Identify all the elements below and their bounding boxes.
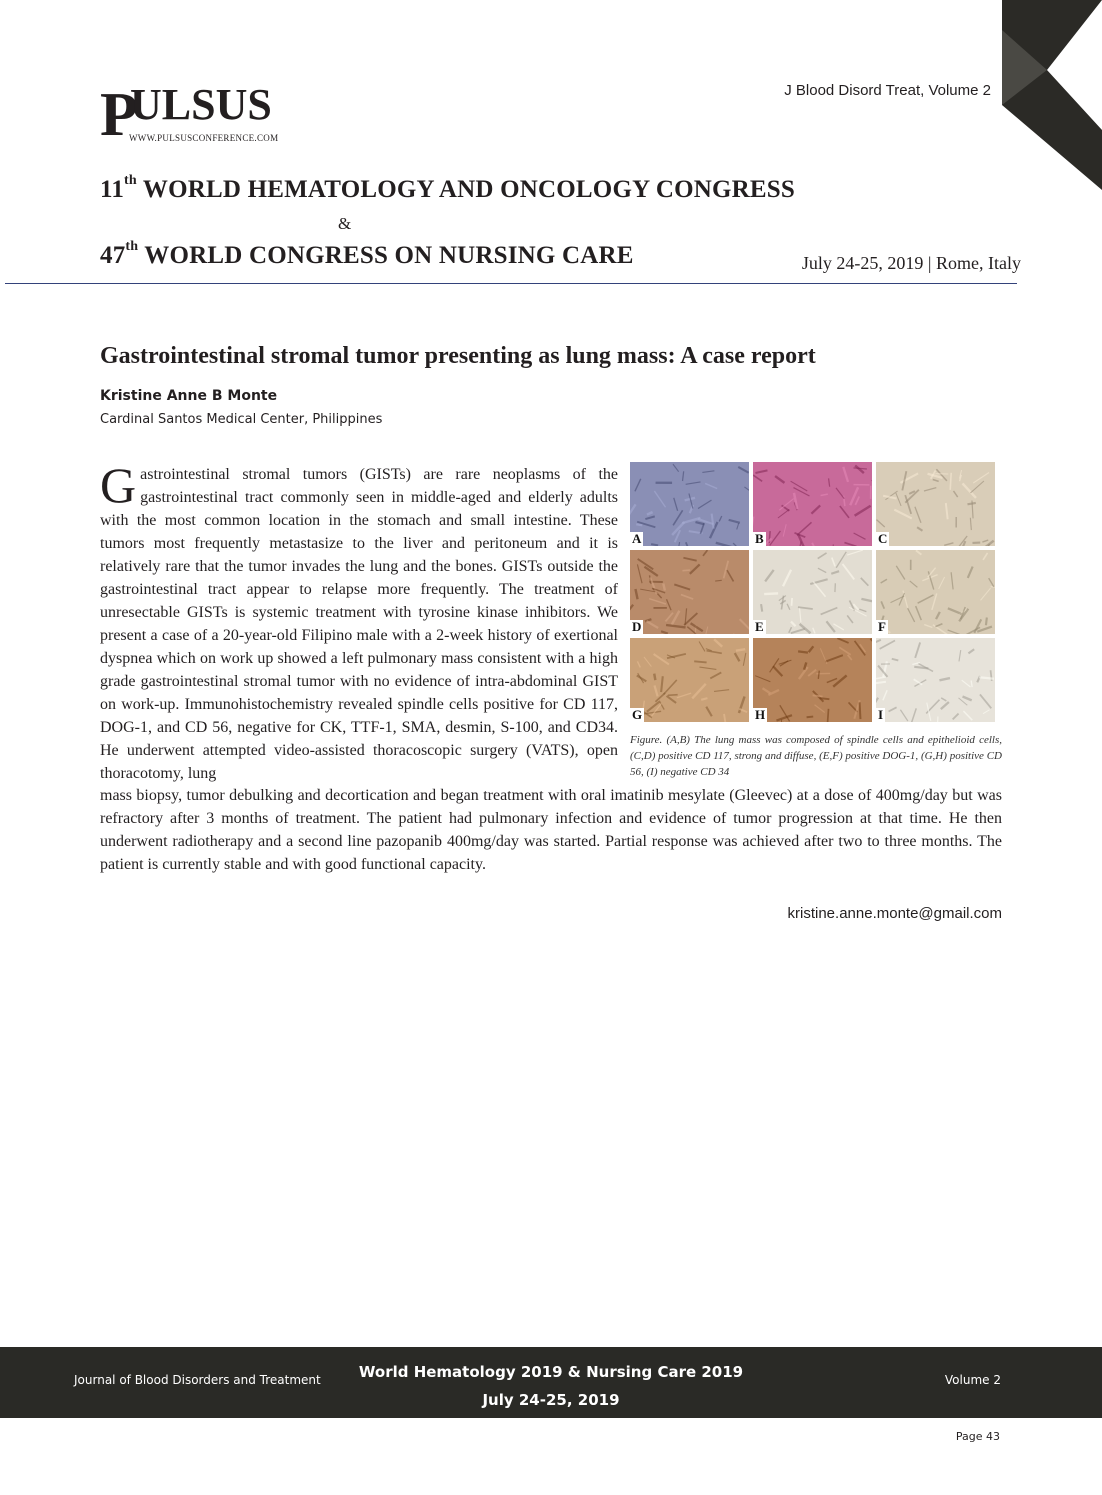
header-divider: [5, 283, 1017, 284]
page-number: Page 43: [955, 1430, 1000, 1443]
congress-2-name: WORLD CONGRESS ON NURSING CARE: [144, 242, 634, 269]
figure-panel-label: A: [632, 531, 642, 546]
figure-panel-c: [876, 462, 995, 546]
figure-panel-label: C: [878, 531, 888, 546]
figure-panel-h: [753, 638, 872, 722]
histology-figure: [630, 462, 1002, 725]
author-email[interactable]: kristine.anne.monte@gmail.com: [787, 905, 1002, 922]
congress-1-name: WORLD HEMATOLOGY AND ONCOLOGY CONGRESS: [142, 176, 796, 203]
figure-panel-g: [630, 638, 749, 722]
abstract-text-part-1: astrointestinal stromal tumors (GISTs) are rare neoplasms of the gastrointestinal tract commonly seen in middle-aged and elderly adults with the most common location in the stomach and small intestine. These tumors most frequently metastasize to the liver and peritoneum and it is relatively rare that the tumor invades the lung and the bones. GISTs outside the gastrointestinal tract appear to relapse more frequently. The treatment of unresectable GISTs is systemic treatment with tyrosine kinase inhibitors. We present a case of a 20-year-old Filipino male with a 2-week history of exertional dyspnea which on work up showed a left pulmonary mass consistent with a high grade gastrointestinal stromal tumor with no evidence of intra-abdominal GIST on work-up. Immunohistochemistry revealed spindle cells positive for CD 117, DOG-1, and CD 56, negative for CK, TTF-1, SMA, desmin, S-100, and CD34. He underwent attempted video-assisted thoracoscopic surgery (VATS), open thoracotomy, lung: [100, 466, 618, 782]
figure-panel-label: G: [632, 707, 643, 722]
pulsus-logo: [100, 80, 360, 150]
figure-panel-b: [753, 462, 872, 546]
author-affiliation: Cardinal Santos Medical Center, Philippines: [100, 412, 383, 427]
congress-title-1: [100, 173, 796, 204]
congress-ampersand: &: [338, 214, 352, 233]
drop-cap: G: [100, 463, 137, 513]
congress-title-2: [100, 239, 634, 270]
figure-panel-a: [630, 462, 749, 546]
figure-panel-label: H: [755, 707, 766, 722]
congress-date-location: July 24-25, 2019 | Rome, Italy: [801, 253, 1021, 273]
congress-1-number: 11: [100, 176, 125, 203]
logo-wordmark: ULSUS: [130, 80, 272, 129]
corner-ribbon-decoration: [1002, 0, 1102, 190]
footer-event-date: July 24-25, 2019: [482, 1391, 620, 1409]
figure-panel-label: B: [755, 531, 764, 546]
figure-panel-label: I: [878, 707, 884, 722]
abstract-body-column: [100, 463, 618, 785]
figure-panel-d: [630, 550, 749, 634]
figure-panel-f: [876, 550, 995, 634]
page-footer: [0, 1347, 1102, 1418]
figure-panel-label: E: [755, 619, 764, 634]
figure-panel-e: [753, 550, 872, 634]
figure-panel-label: D: [632, 619, 642, 634]
congress-2-number: 47: [100, 242, 126, 269]
figure-panel-label: F: [878, 619, 886, 634]
author-name: Kristine Anne B Monte: [100, 388, 278, 404]
abstract-text-part-2: mass biopsy, tumor debulking and decortication and began treatment with oral imatinib mesylate (Gleevec) at a dose of 400mg/day but was refractory after 3 months of treatment. The patient had pulmonary infection and evidence of tumor progression at that time. He then underwent radiotherapy and a second line pazopanib 400mg/day was started. Partial response was achieved after two to three months. The patient is currently stable and with good functional capacity.: [100, 787, 1002, 873]
journal-volume: J Blood Disord Treat, Volume 2: [784, 82, 991, 99]
figure-caption: Figure. (A,B) The lung mass was composed of spindle cells and epithelioid cells, (C,D) positive CD 117, strong and diffuse, (E,F) positive DOG-1, (G,H) positive CD 56, (I) negative CD 34: [630, 734, 1002, 778]
congress-1-suffix: th: [124, 173, 137, 188]
logo-url: WWW.PULSUSCONFERENCE.COM: [129, 133, 279, 143]
footer-volume: Volume 2: [944, 1373, 1001, 1387]
logo-initial: P: [100, 81, 138, 149]
article-title: Gastrointestinal stromal tumor presenting as lung mass: A case report: [100, 343, 816, 369]
footer-journal-name: Journal of Blood Disorders and Treatment: [74, 1373, 321, 1387]
footer-event-name: World Hematology 2019 & Nursing Care 2019: [358, 1363, 744, 1381]
congress-2-suffix: th: [125, 239, 139, 254]
figure-panel-i: [876, 638, 995, 722]
